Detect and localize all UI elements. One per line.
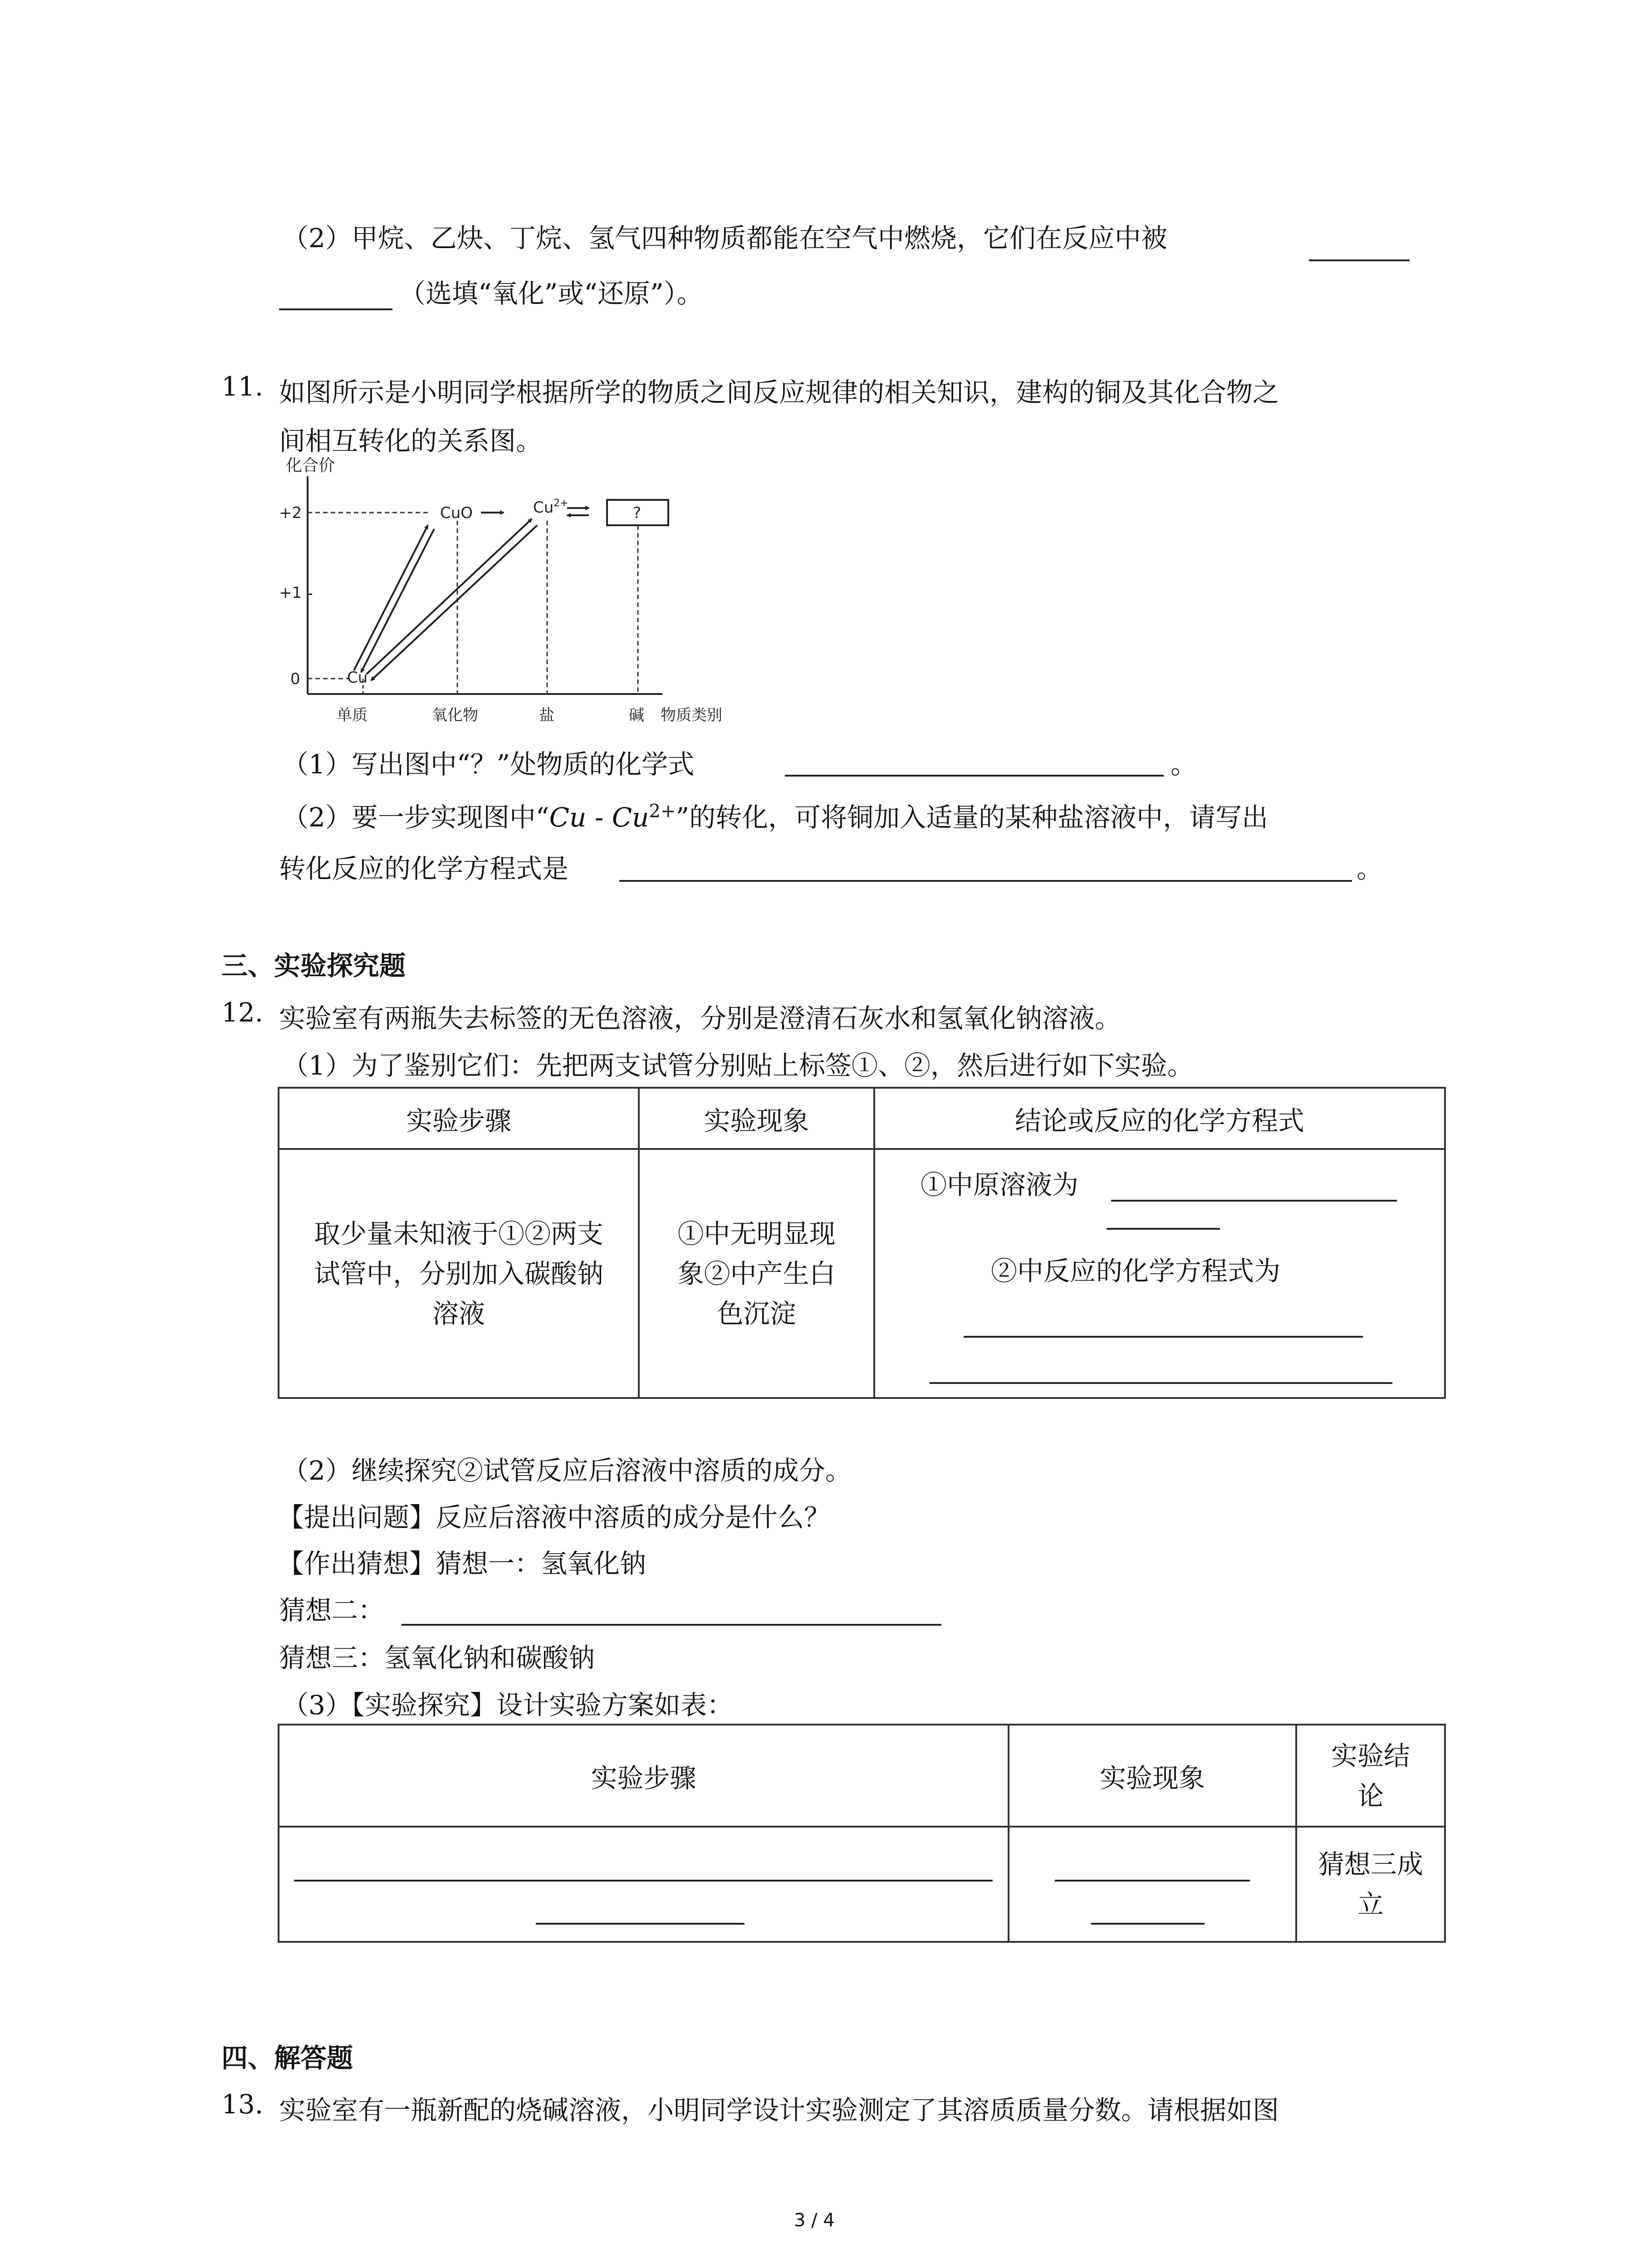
- y-tick-zero: 0: [290, 670, 300, 688]
- table1-header-step: 实验步骤: [279, 1088, 639, 1149]
- table2-phenomenon-blank-b[interactable]: [1091, 1923, 1205, 1925]
- table1-header-conclusion: 结论或反应的化学方程式: [874, 1088, 1445, 1149]
- label-unknown: ?: [633, 504, 642, 522]
- q11-stem-line1: 如图所示是小明同学根据所学的物质之间反应规律的相关知识，建构的铜及其化合物之: [279, 377, 1279, 408]
- x-tick-salt: 盐: [539, 706, 554, 724]
- q12-stem: 实验室有两瓶失去标签的无色溶液，分别是澄清石灰水和氢氧化钠溶液。: [279, 1003, 1122, 1034]
- y-tick-plus1: +1: [279, 584, 302, 602]
- q12-part2: （2）继续探究②试管反应后溶液中溶质的成分。: [282, 1455, 852, 1486]
- table2-header-conclusion: 实验结 论: [1296, 1725, 1445, 1827]
- table2-step-blank-b[interactable]: [536, 1923, 745, 1925]
- q12-number: 12.: [221, 997, 264, 1028]
- table2-phenomenon-cell: [1009, 1827, 1296, 1942]
- label-cuo: CuO: [440, 504, 473, 522]
- conclusion-1-label: ①中原溶液为: [921, 1169, 1079, 1200]
- x-axis-title: 物质类别: [661, 706, 722, 724]
- x-tick-element: 单质: [337, 706, 367, 724]
- q13-number: 13.: [221, 2089, 264, 2120]
- conclusion-2-blank-b[interactable]: [930, 1382, 1392, 1384]
- page-number: 3 / 4: [794, 2210, 835, 2231]
- conclusion-1-blank-b[interactable]: [1107, 1228, 1220, 1230]
- q12-part1: （1）为了鉴别它们：先把两支试管分别贴上标签①、②，然后进行如下实验。: [282, 1050, 1194, 1081]
- table2-conclusion-cell: 猜想三成 立: [1296, 1827, 1445, 1942]
- q11-part2-line2: 转化反应的化学方程式是: [279, 853, 569, 884]
- table1-phenomenon-cell: ①中无明显现 象②中产生白 色沉淀: [639, 1149, 874, 1398]
- q11-part2-line1: （2）要一步实现图中“Cu - $Cu^{2+}$”的转化，可将铜加入适量的某种盐溶液中，请写出: [282, 801, 1269, 833]
- q11-part2-blank[interactable]: [619, 880, 1352, 882]
- q10-answer-blank-a[interactable]: [1309, 259, 1410, 261]
- label-cu2plus: $Cu^{2+}$: [533, 498, 568, 517]
- section4-title: 四、解答题: [221, 2043, 353, 2073]
- q11-number: 11.: [221, 371, 264, 402]
- q10-answer-blank-b[interactable]: [279, 308, 392, 310]
- conclusion-2-blank-a[interactable]: [964, 1336, 1363, 1338]
- hypothesis-2-blank[interactable]: [402, 1624, 941, 1626]
- q11-part1-blank[interactable]: [785, 775, 1164, 777]
- section3-title: 三、实验探究题: [221, 950, 406, 981]
- q11-part1: （1）写出图中“？”处物质的化学式: [282, 749, 695, 780]
- q10-part2-line1: （2）甲烷、乙炔、丁烷、氢气四种物质都能在空气中燃烧，它们在反应中被: [282, 223, 1167, 254]
- label-cu: Cu: [347, 669, 368, 687]
- conclusion-1-blank-a[interactable]: [1111, 1200, 1397, 1202]
- x-tick-base: 碱: [629, 706, 644, 724]
- table1-header-phenomenon: 实验现象: [639, 1088, 874, 1149]
- table2-step-blank-a[interactable]: [294, 1880, 993, 1882]
- table2-header-phenomenon: 实验现象: [1009, 1725, 1296, 1827]
- q13-stem: 实验室有一瓶新配的烧碱溶液，小明同学设计实验测定了其溶质质量分数。请根据如图: [279, 2095, 1279, 2126]
- q11-stem-line2: 间相互转化的关系图。: [279, 425, 543, 456]
- copper-valence-diagram: [254, 454, 780, 730]
- q12-hypothesis-3: 猜想三：氢氧化钠和碳酸钠: [279, 1642, 595, 1673]
- table2-phenomenon-blank-a[interactable]: [1055, 1880, 1250, 1882]
- table2-header-step: 实验步骤: [279, 1725, 1009, 1827]
- q12-table2: [278, 1724, 1446, 1943]
- y-tick-plus2: +2: [279, 504, 302, 522]
- q12-hypothesis-1: 【作出猜想】猜想一：氢氧化钠: [278, 1548, 647, 1579]
- x-tick-oxide: 氧化物: [432, 706, 478, 724]
- q12-table1: [278, 1087, 1446, 1399]
- table1-step-cell: 取少量未知液于①②两支 试管中，分别加入碳酸钠 溶液: [279, 1149, 639, 1398]
- conclusion-2-label: ②中反应的化学方程式为: [991, 1256, 1281, 1286]
- q12-part3: （3）【实验探究】设计实验方案如表：: [282, 1690, 733, 1721]
- q12-question: 【提出问题】反应后溶液中溶质的成分是什么？: [278, 1502, 831, 1533]
- table1-conclusion-cell: [874, 1149, 1445, 1398]
- table2-step-cell: [279, 1827, 1009, 1942]
- q12-hypothesis-2: 猜想二：: [279, 1595, 385, 1626]
- q10-part2-line2: （选填“氧化”或“还原”）。: [399, 278, 703, 309]
- y-axis-title: 化合价: [286, 456, 335, 475]
